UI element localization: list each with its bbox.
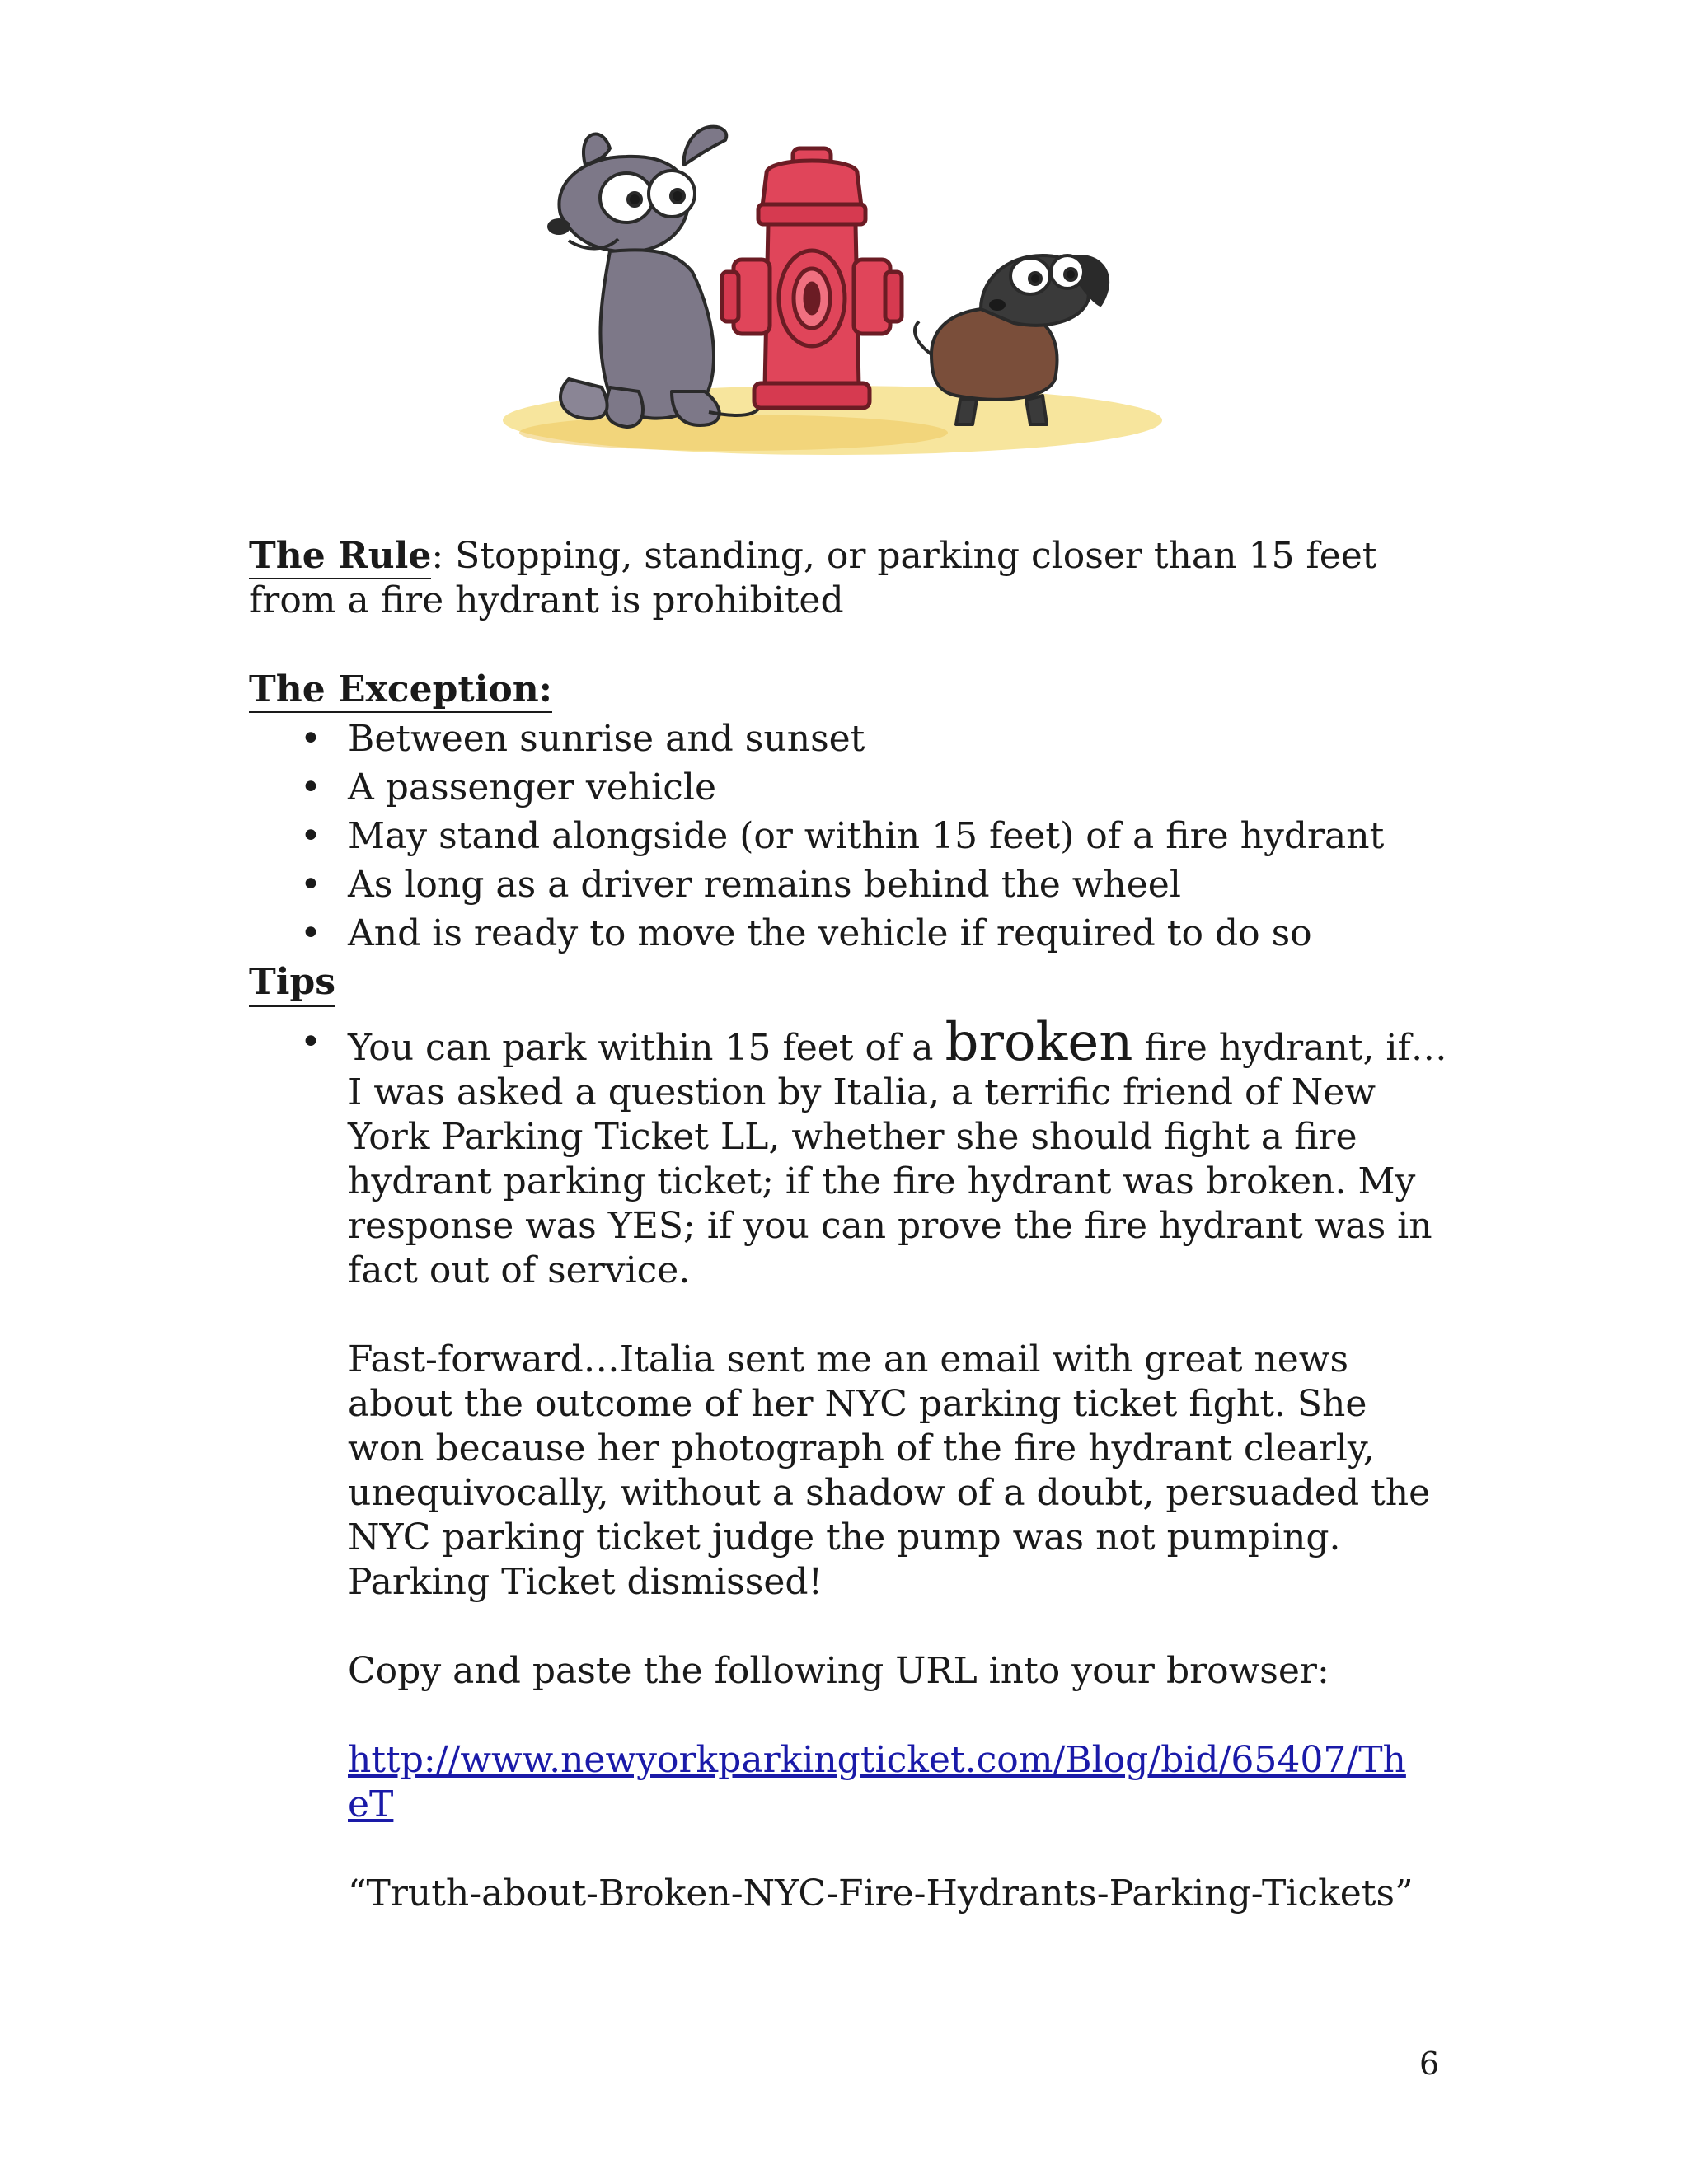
fire-hydrant: [722, 148, 902, 408]
main-content: [249, 534, 1452, 1916]
rule-heading: The Rule: [249, 535, 431, 579]
bullet-icon: •: [300, 864, 321, 906]
bullet-icon: •: [300, 766, 321, 808]
list-item: • As long as a driver remains behind the wheel: [300, 864, 1181, 906]
rule-paragraph: [249, 534, 1436, 623]
exception-list: [249, 717, 1452, 956]
tips-section: [249, 1012, 1452, 1916]
quoted-title: “Truth-about-Broken-NYC-Fire-Hydrants-Parking-Tickets”: [348, 1872, 1414, 1915]
emphasis-word: broken: [945, 1012, 1133, 1073]
bullet-icon: •: [300, 718, 321, 760]
rule-text: : Stopping, standing, or parking closer than 15 feet from a fire hydrant is prohibited: [249, 535, 1377, 621]
blog-url-link[interactable]: http://www.newyorkparkingticket.com/Blog/bid/65407/TheT: [348, 1739, 1406, 1825]
tip-paragraph-3: Copy and paste the following URL into your browser:: [348, 1650, 1329, 1692]
dogs-and-hydrant-illustration: [486, 107, 1162, 478]
tip-item: [249, 1012, 1452, 1916]
url-paragraph: [348, 1738, 1452, 1827]
bullet-icon: •: [300, 1021, 321, 1063]
list-item: • May stand alongside (or within 15 feet) of a fire hydrant: [300, 815, 1385, 857]
page-number: 6: [1419, 2046, 1440, 2082]
list-item: • And is ready to move the vehicle if required to do so: [300, 912, 1312, 954]
bullet-icon: •: [300, 815, 321, 857]
tip-paragraph-1: You can park within 15 feet of a broken fire hydrant, if…I was asked a question by Italia, a terrific friend of New York Parking Ticket LL, whether she should fight a fire hydrant parking ticket; if the fire hydrant was broken. My response was YES; if you can prove the fire hydrant was in fact out of service.: [348, 1012, 1447, 1291]
tips-heading: Tips: [249, 960, 335, 1007]
exception-section: [249, 668, 1452, 956]
bullet-icon: •: [300, 912, 321, 954]
tip-paragraph-2: Fast-forward…Italia sent me an email with great news about the outcome of her NYC parking ticket fight. She won because her photograph of the fire hydrant clearly, unequivocally, without a shadow of a doubt, persuaded the NYC parking ticket judge the pump was not pumping. Parking Ticket dismissed!: [348, 1338, 1431, 1603]
list-item: • Between sunrise and sunset: [300, 718, 865, 760]
exception-heading: The Exception:: [249, 668, 552, 713]
list-item: • A passenger vehicle: [300, 766, 716, 808]
